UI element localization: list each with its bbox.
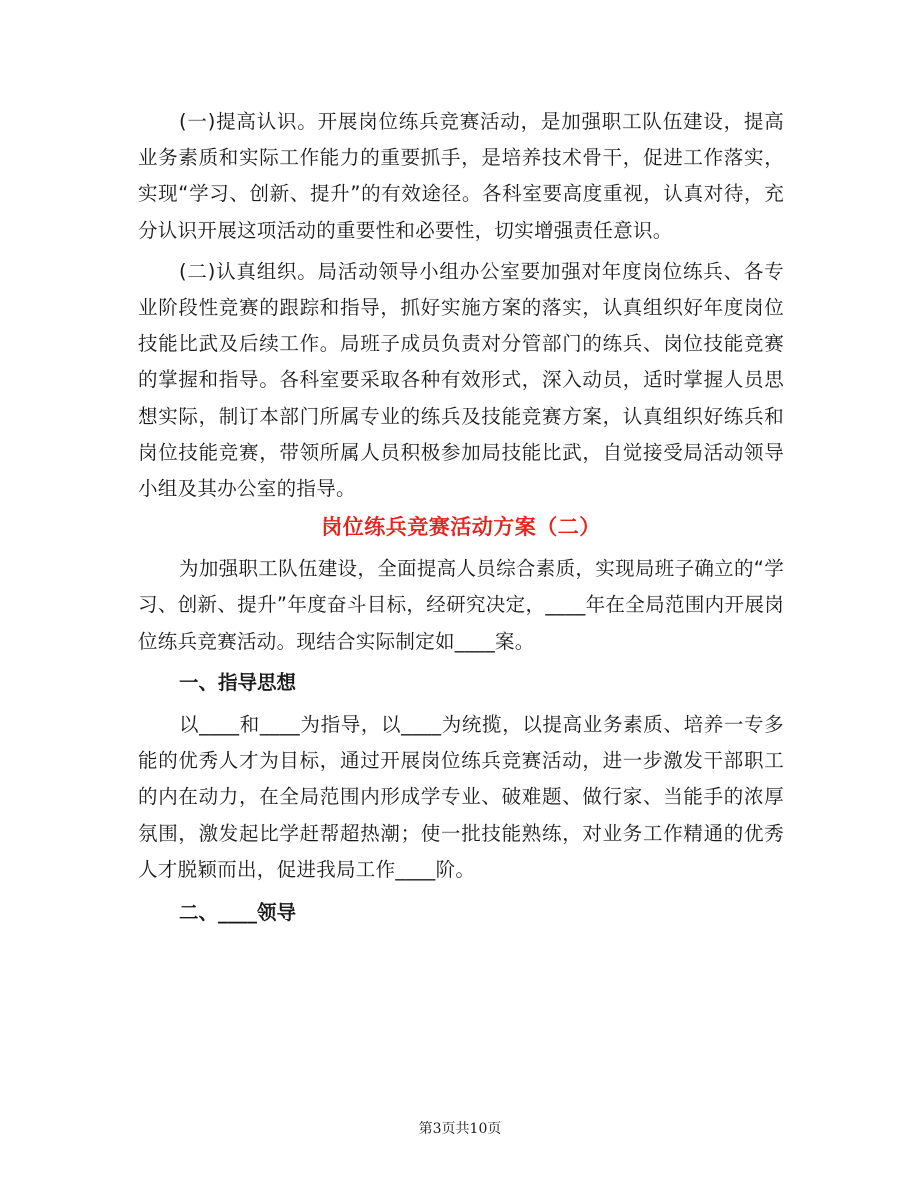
page-number-footer: 第3页共10页 [418, 1121, 502, 1137]
intro-paragraph: 为加强职工队伍建设，全面提高人员综合素质，实现局班子确立的“学习、创新、提升”年度奋斗目标，经研究决定，____年在全局范围内开展岗位练兵竞赛活动。现结合实际制定如____案。 [138, 557, 784, 653]
heading-leadership: 二、____领导 [179, 901, 297, 925]
section-organize: (二)认真组织。局活动领导小组办公室要加强对年度岗位练兵、各专业阶段性竞赛的跟踪和指导，抓好实施方案的落实，认真组织好年度岗位技能比武及后续工作。局班子成员负责对分管部门的练兵、岗位技能竞赛的掌握和指导。各科室要采取各种有效形式，深入动员，适时掌握人员思想实际，制订本部门所属专业的练兵及技能竞赛方案，认真组织好练兵和岗位技能竞赛，带领所属人员积极参加局技能比武，自觉接受局活动领导小组及其办公室的指导。 [138, 259, 784, 501]
heading-guiding-ideology: 一、指导思想 [179, 670, 297, 694]
document-body [138, 104, 784, 931]
document-title: 岗位练兵竞赛活动方案（二） [321, 515, 601, 540]
guiding-ideology-paragraph: 以____和____为指导，以____为统揽，以提高业务素质、培养一专多能的优秀人才为目标，通过开展岗位练兵竞赛活动，进一步激发干部职工的内在动力，在全局范围内形成学专业、破难题、做行家、当能手的浓厚氛围，激发起比学赶帮超热潮；使一批技能熟练，对业务工作精通的优秀人才脱颖而出，促进我局工作____阶。 [138, 713, 784, 881]
section-raise-awareness: (一)提高认识。开展岗位练兵竞赛活动，是加强职工队伍建设，提高业务素质和实际工作能力的重要抓手，是培养技术骨干，促进工作落实，实现“学习、创新、提升”的有效途径。各科室要高度重视，认真对待，充分认识开展这项活动的重要性和必要性，切实增强责任意识。 [138, 110, 784, 242]
